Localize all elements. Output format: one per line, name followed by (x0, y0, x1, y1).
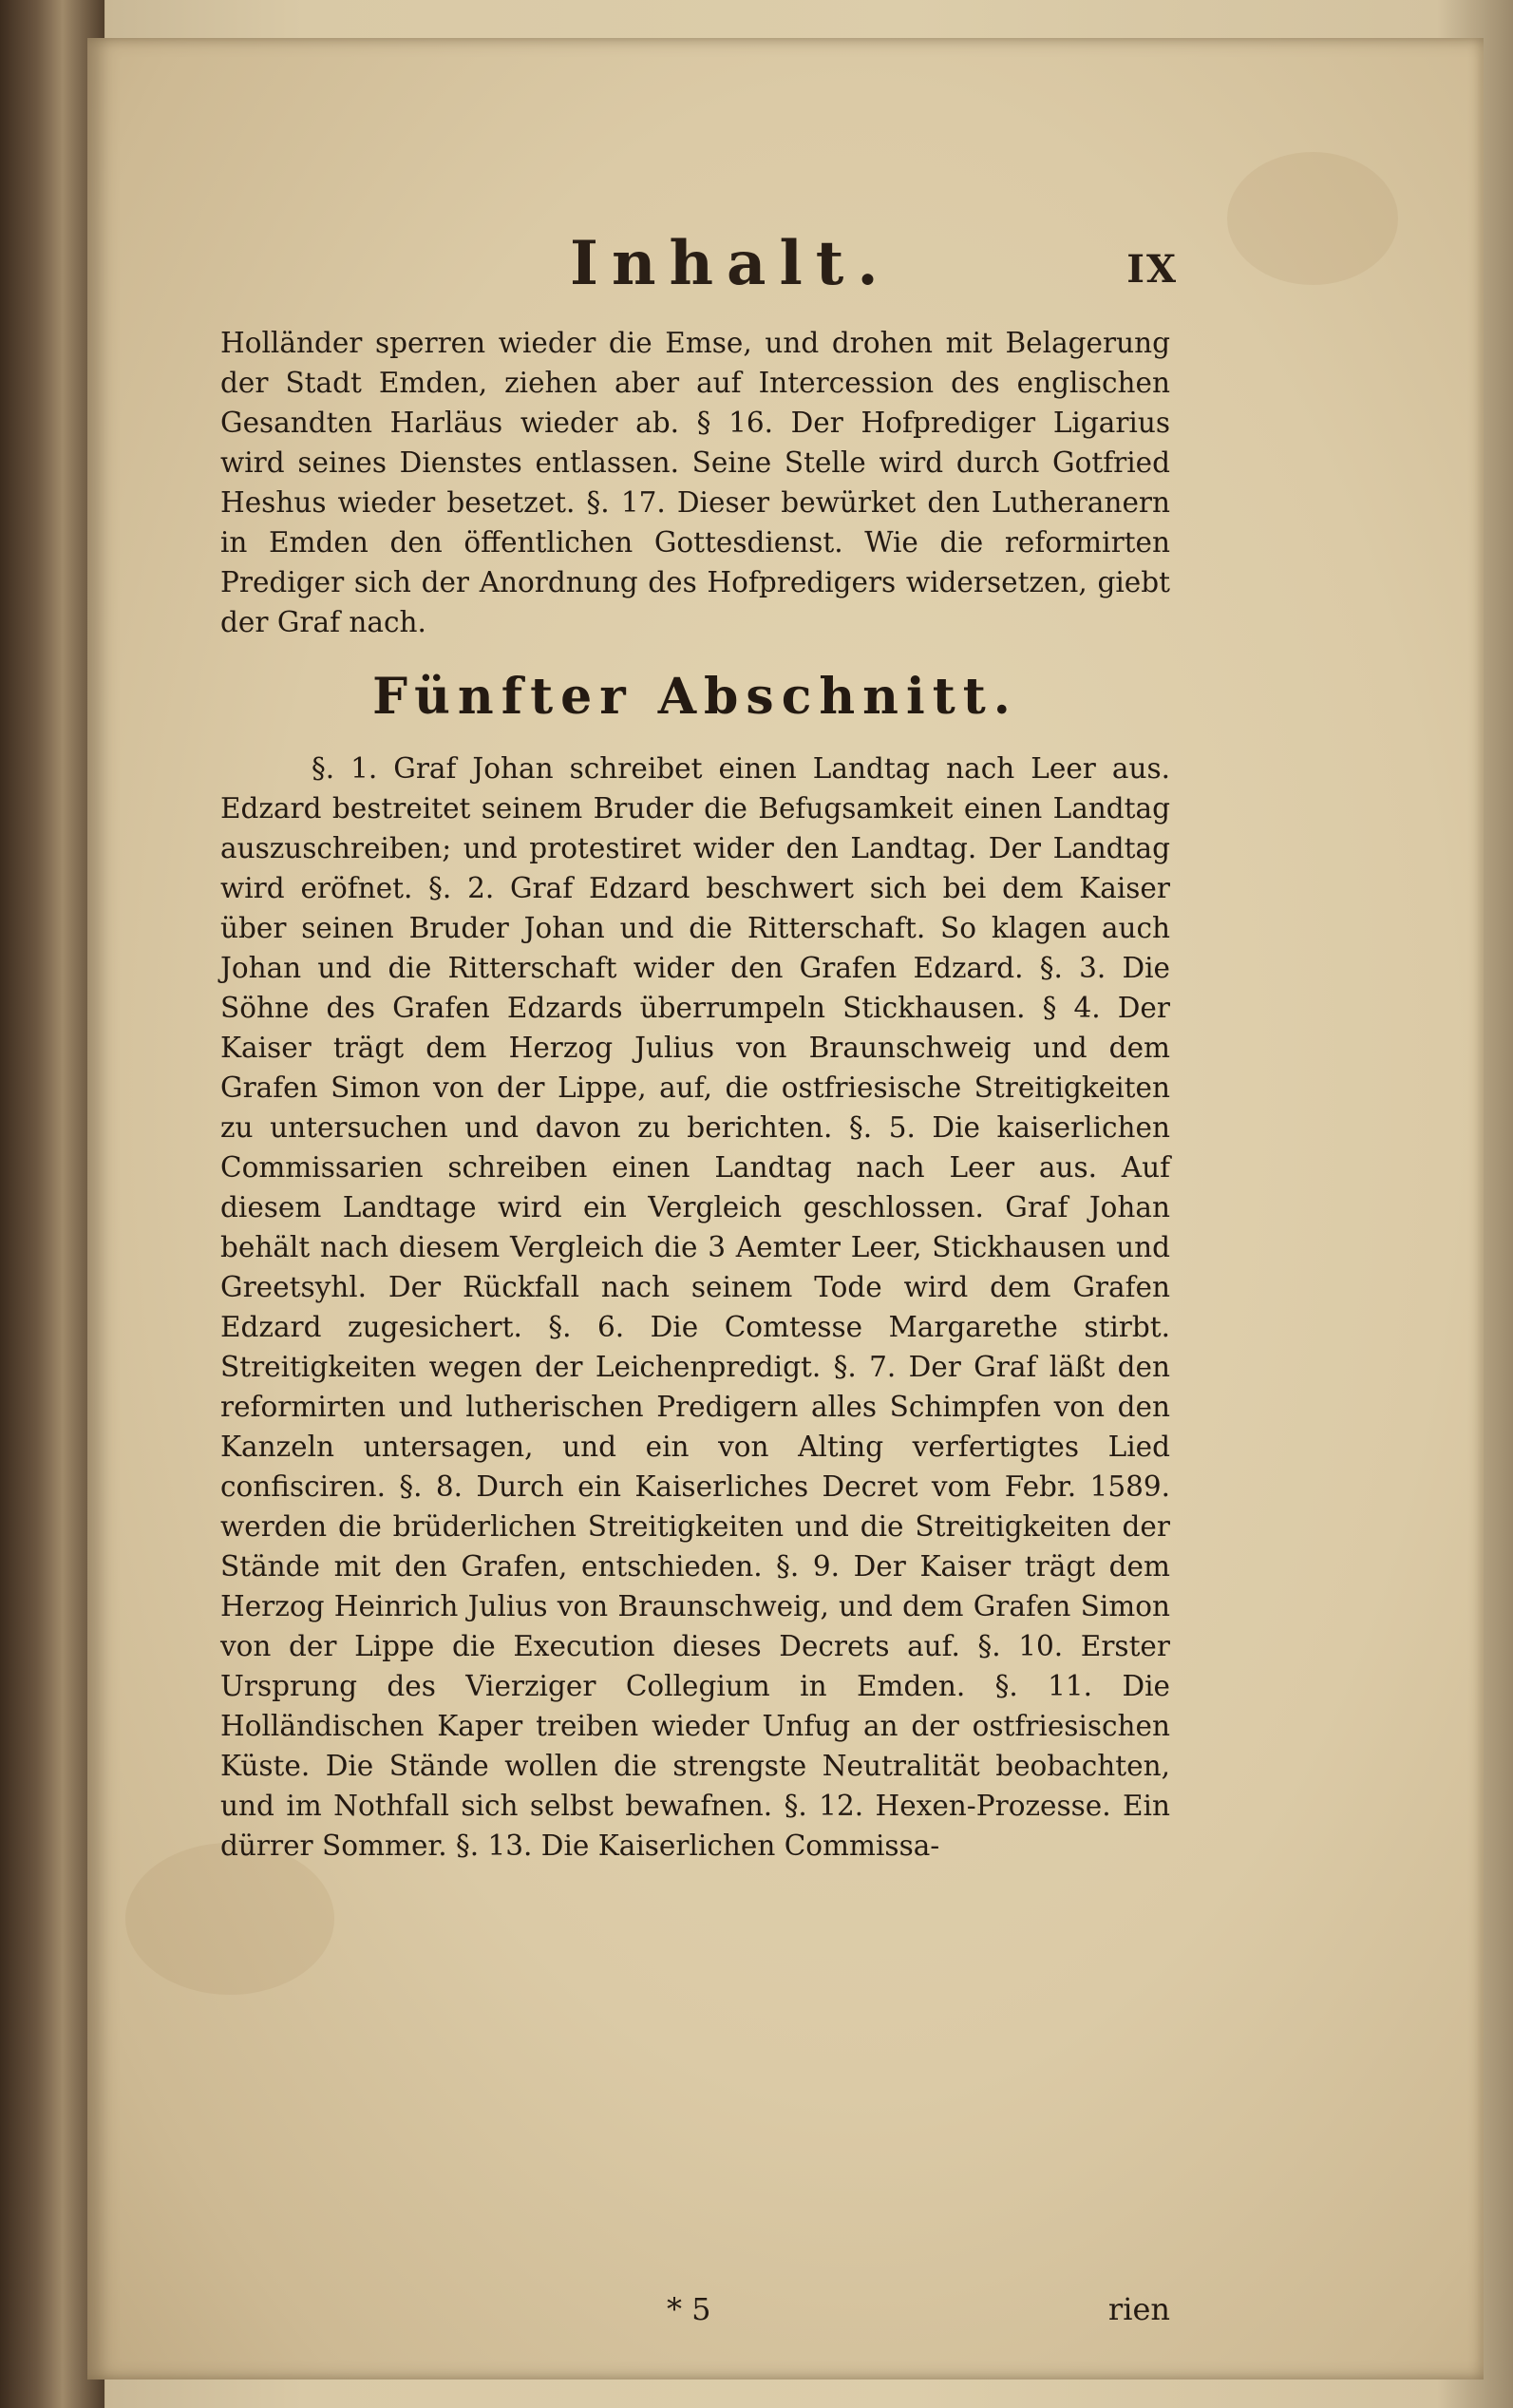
paper-stain (125, 1843, 334, 1995)
running-title: Inhalt. (570, 228, 892, 299)
paper-stain (1227, 152, 1398, 285)
page-number: IX (1126, 247, 1178, 292)
table-of-contents-text (220, 323, 1170, 1866)
section-heading: Fünfter Abschnitt. (372, 668, 1018, 726)
contents-paragraph: Holländer sperren wieder die Emse, und drohen mit Belagerung der Stadt Emden, ziehen aber auf Intercession des englischen Gesandten Harläus wieder ab. § 16. Der Hofprediger Ligarius wird seines Dienstes entlassen. Seine Stelle wird durch Gotfried Heshus wieder besetzet. §. 17. Dieser bewürket den Lutheranern in Emden den öffentlichen Gottesdienst. Wie die reformirten Prediger sich der Anordnung des Hofpredigers widersetzen, giebt der Graf nach. (220, 327, 1170, 638)
catchword: rien (1107, 2291, 1170, 2327)
page-footer (220, 2291, 1170, 2339)
signature-mark: * 5 (667, 2291, 711, 2327)
page-header (570, 228, 1178, 304)
contents-paragraph: §. 1. Graf Johan schreibet einen Landtag nach Leer aus. Edzard bestreitet seinem Bruder die Befugsamkeit einen Landtag auszuschreiben; und protestiret wider den Landtag. Der Landtag wird eröfnet. §. 2. Graf Edzard beschwert sich bei dem Kaiser über seinen Bruder Johan und die Ritterschaft. So klagen auch Johan und die Ritterschaft wider den Grafen Edzard. §. 3. Die Söhne des Grafen Edzards überrumpeln Stickhausen. § 4. Der Kaiser trägt dem Herzog Julius von Braunschweig und dem Grafen Simon von der Lippe, auf, die ostfriesische Streitigkeiten zu untersuchen und davon zu berichten. §. 5. Die kaiserlichen Commissarien schreiben einen Landtag nach Leer aus. Auf diesem Landtage wird ein Vergleich geschlossen. Graf Johan behält nach diesem Vergleich die 3 Aemter Leer, Stickhausen und Greetsyhl. Der Rückfall nach seinem Tode wird dem Grafen Edzard zugesichert. §. 6. Die Comtesse Margarethe stirbt. Streitigkeiten wegen der Leichenpredigt. §. 7. Der Graf läßt den reformirten und lutherischen Predigern alles Schimpfen von den Kanzeln untersagen, und ein von Alting verfertigtes Lied confisciren. §. 8. Durch ein Kaiserliches Decret vom Febr. 1589. werden die brüderlichen Streitigkeiten und die Streitigkeiten der Stände mit den Grafen, entschieden. §. 9. Der Kaiser trägt dem Herzog Heinrich Julius von Braunschweig, und dem Grafen Simon von der Lippe die Execution dieses Decrets auf. §. 10. Erster Ursprung des Vierziger Collegium in Emden. §. 11. Die Holländischen Kaper treiben wieder Unfug an der ostfriesischen Küste. Die Stände wollen die strengste Neutralität beobachten, und im Nothfall sich selbst bewafnen. §. 12. Hexen-Prozesse. Ein dürrer Sommer. §. 13. Die Kaiserlichen Commissa- (220, 752, 1170, 1862)
